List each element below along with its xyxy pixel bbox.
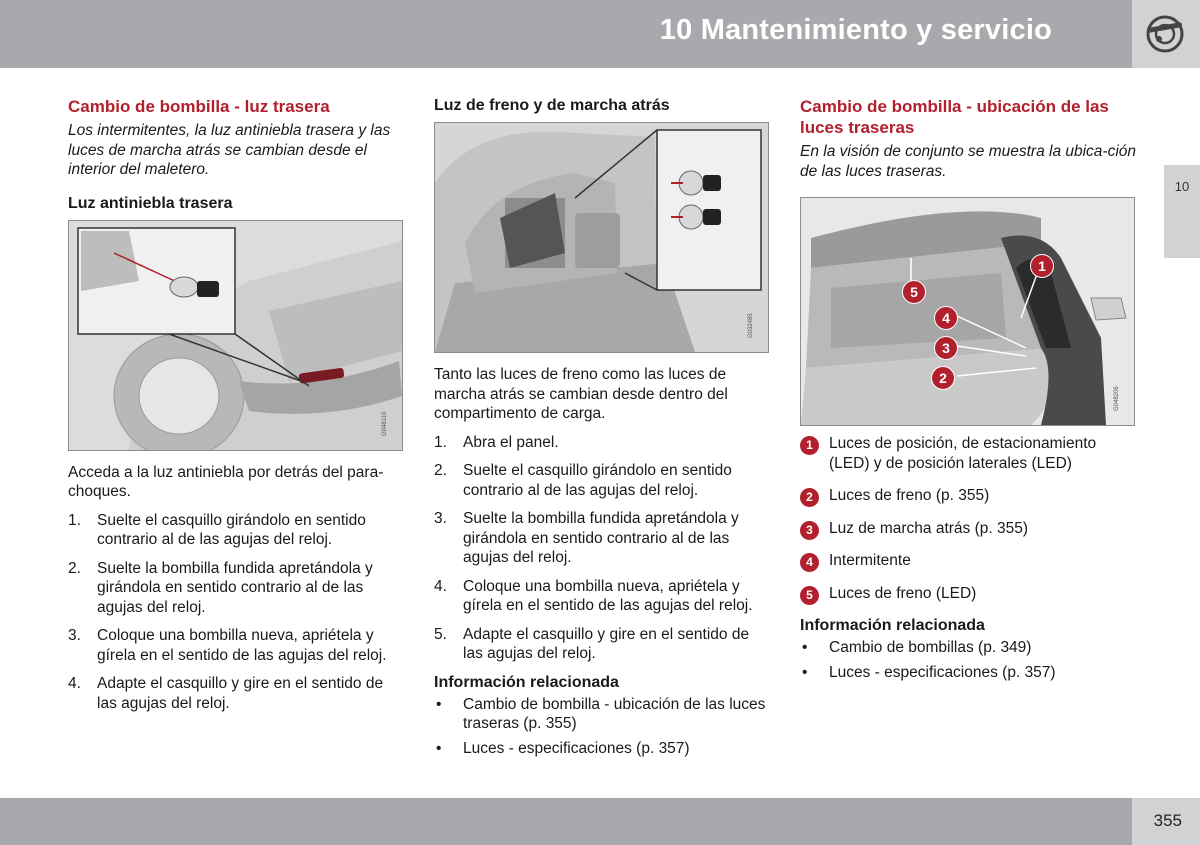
step-item: 4. Adapte el casquillo y gire en el sentido de las agujas del reloj. — [68, 675, 384, 712]
figure-code: G032485 — [748, 313, 754, 338]
legend-badge: 1 — [800, 436, 819, 455]
related-heading: Información relacionada — [434, 673, 619, 691]
header-bar — [0, 0, 1132, 68]
legend-item: 4 Intermitente — [800, 551, 1138, 571]
legend-item: 2 Luces de freno (p. 355) — [800, 486, 1138, 506]
footer-page-box — [1132, 798, 1200, 845]
legend-item: 3 Luz de marcha atrás (p. 355) — [800, 519, 1138, 539]
step-item: 3. Suelte la bombilla fundida apretándola y girándola en sentido contrario al de las agujas del reloj. — [434, 510, 739, 566]
legend-item: 5 Luces de freno (LED) — [800, 584, 1138, 604]
related-link[interactable]: • Cambio de bombillas (p. 349) — [800, 638, 1138, 658]
figure-code: G048206 — [1114, 386, 1120, 411]
related-links — [434, 695, 769, 759]
section-heading: Cambio de bombilla - luz trasera — [68, 97, 330, 116]
rear-lights-location-figure — [800, 197, 1135, 426]
rear-fog-light-figure — [68, 220, 403, 451]
step-item: 2. Suelte la bombilla fundida apretándola y girándola en sentido contrario al de las agujas del reloj. — [68, 559, 373, 616]
footer-bar — [0, 798, 1132, 845]
page-number: 355 — [1153, 811, 1182, 830]
step-item: 3. Coloque una bombilla nueva, apriétela y gírela en el sentido de las agujas del reloj. — [68, 627, 387, 664]
section-intro: En la visión de conjunto se muestra la ubica-ción de las luces traseras. — [800, 143, 1137, 180]
step-item: 2. Suelte el casquillo girándolo en sentido contrario al de las agujas del reloj. — [434, 462, 732, 499]
column-light-location — [800, 96, 1138, 687]
step-item: 1. Abra el panel. — [434, 433, 559, 451]
column-rear-light — [68, 96, 404, 722]
section-intro: Los intermitentes, la luz antiniebla trasera y las luces de marcha atrás se cambian desde el interior del maletero. — [68, 122, 391, 178]
legend-item: 1 Luces de posición, de estacionamiento (LED) y de posición laterales (LED) — [800, 434, 1138, 473]
related-heading: Información relacionada — [800, 617, 985, 634]
step-item: 5. Adapte el casquillo y gire en el sentido de las agujas del reloj. — [434, 625, 750, 662]
chapter-side-tab[interactable] — [1164, 165, 1200, 258]
legend-badge: 4 — [800, 553, 819, 572]
steps-list-brake — [434, 433, 769, 664]
callout-3: 3 — [934, 336, 958, 360]
header-icon-box — [1132, 0, 1200, 68]
chapter-title: 10 Mantenimiento y servicio — [659, 14, 1052, 46]
rear-fog-illustration — [69, 221, 402, 450]
step-item: 1. Suelte el casquillo girándolo en sentido contrario al de las agujas del reloj. — [68, 511, 366, 548]
brake-reverse-light-figure — [434, 122, 769, 353]
subheading-brake-reverse: Luz de freno y de marcha atrás — [434, 97, 670, 114]
related-link[interactable]: • Luces - especificaciones (p. 357) — [800, 663, 1138, 683]
cargo-area-illustration — [435, 123, 768, 352]
legend-badge: 2 — [800, 488, 819, 507]
callout-1: 1 — [1030, 254, 1054, 278]
section-heading: Cambio de bombilla - ubicación de las luces traseras — [800, 97, 1109, 137]
wrench-gear-icon — [1142, 13, 1188, 55]
subheading-rear-fog: Luz antiniebla trasera — [68, 194, 233, 212]
related-links — [800, 638, 1138, 682]
figure-code: G048110 — [382, 411, 388, 436]
callout-5: 5 — [902, 280, 926, 304]
car-rear-illustration — [801, 198, 1134, 425]
callout-4: 4 — [934, 306, 958, 330]
steps-list-fog — [68, 511, 404, 714]
column-brake-reverse — [434, 96, 769, 763]
related-link[interactable]: • Luces - especificaciones (p. 357) — [434, 739, 769, 759]
body-text: Tanto las luces de freno como las luces de marcha atrás se cambian desde dentro del compartimento de carga. — [434, 366, 728, 422]
side-tab-label: 10 — [1174, 179, 1190, 194]
step-item: 4. Coloque una bombilla nueva, apriétela y gírela en el sentido de las agujas del reloj. — [434, 577, 753, 614]
body-text: Acceda a la luz antiniebla por detrás del para-choques. — [68, 463, 384, 500]
legend-badge: 5 — [800, 586, 819, 605]
callout-2: 2 — [931, 366, 955, 390]
related-link[interactable]: • Cambio de bombilla - ubicación de las luces traseras (p. 355) — [434, 695, 769, 734]
light-location-legend — [800, 434, 1138, 603]
legend-badge: 3 — [800, 521, 819, 540]
